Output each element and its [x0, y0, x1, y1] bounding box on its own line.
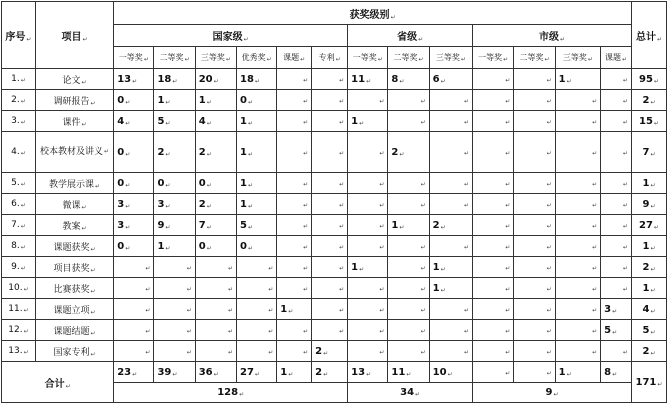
row-total: 27↵: [631, 215, 666, 236]
count-cell: 1↵: [348, 111, 388, 132]
count-cell: ↵: [514, 215, 555, 236]
count-cell: 13↵: [114, 69, 154, 90]
count-cell: ↵: [195, 299, 236, 320]
count-cell: 0↵: [154, 173, 195, 194]
table-row: [2, 69, 667, 90]
count-cell: ↵: [473, 236, 514, 257]
count-cell: 0↵: [195, 173, 236, 194]
count-cell: 3↵: [114, 215, 154, 236]
count-cell: ↵: [348, 215, 388, 236]
row-number: 1.↵: [2, 69, 36, 90]
count-cell: ↵: [555, 194, 601, 215]
count-cell: ↵: [514, 111, 555, 132]
count-cell: ↵: [348, 173, 388, 194]
count-cell: ↵: [514, 132, 555, 173]
sum-label: 合计↵: [2, 362, 114, 403]
row-number: 3.↵: [2, 111, 36, 132]
table-row: [2, 257, 667, 278]
row-number: 4.↵: [2, 132, 36, 173]
table-row: [2, 320, 667, 341]
count-cell: 18↵: [237, 69, 277, 90]
count-cell: ↵: [601, 194, 632, 215]
count-cell: ↵: [348, 90, 388, 111]
count-cell: ↵: [277, 257, 312, 278]
count-cell: ↵: [237, 299, 277, 320]
count-cell: ↵: [601, 257, 632, 278]
count-cell: ↵: [514, 278, 555, 299]
provincial-total: 34↵: [348, 383, 473, 403]
count-cell: 0↵: [114, 132, 154, 173]
count-cell: ↵: [114, 320, 154, 341]
count-cell: ↵: [312, 194, 348, 215]
count-cell: ↵: [312, 111, 348, 132]
count-cell: ↵: [312, 69, 348, 90]
count-cell: ↵: [555, 90, 601, 111]
count-cell: ↵: [555, 215, 601, 236]
count-cell: 5↵: [601, 320, 632, 341]
count-cell: ↵: [277, 215, 312, 236]
row-number: 11.↵: [2, 299, 36, 320]
table-row: [2, 194, 667, 215]
sum-cell: 36↵: [195, 362, 236, 383]
row-number: 10.↵: [2, 278, 36, 299]
count-cell: 0↵: [237, 236, 277, 257]
count-cell: ↵: [429, 111, 472, 132]
count-cell: ↵: [277, 173, 312, 194]
count-cell: 2↵: [195, 194, 236, 215]
count-cell: ↵: [348, 194, 388, 215]
count-cell: ↵: [195, 278, 236, 299]
count-cell: ↵: [388, 236, 429, 257]
row-total: 15↵: [631, 111, 666, 132]
count-cell: ↵: [429, 341, 472, 362]
row-total: 2↵: [631, 90, 666, 111]
count-cell: ↵: [388, 257, 429, 278]
sum-cell: 1↵: [555, 362, 601, 383]
count-cell: ↵: [473, 132, 514, 173]
row-item-name: 项目获奖↵: [35, 257, 113, 278]
count-cell: ↵: [429, 236, 472, 257]
count-cell: 20↵: [195, 69, 236, 90]
count-cell: 1↵: [154, 236, 195, 257]
count-cell: 2↵: [429, 215, 472, 236]
row-item-name: 课题立项↵: [35, 299, 113, 320]
count-cell: ↵: [114, 341, 154, 362]
row-total: 9↵: [631, 194, 666, 215]
count-cell: ↵: [312, 132, 348, 173]
table-row: [2, 90, 667, 111]
count-cell: ↵: [114, 257, 154, 278]
count-cell: ↵: [429, 194, 472, 215]
row-total: 1↵: [631, 236, 666, 257]
count-cell: ↵: [388, 194, 429, 215]
count-cell: 3↵: [601, 299, 632, 320]
count-cell: ↵: [388, 320, 429, 341]
count-cell: ↵: [473, 257, 514, 278]
count-cell: ↵: [473, 194, 514, 215]
count-cell: ↵: [514, 69, 555, 90]
count-cell: 4↵: [114, 111, 154, 132]
count-cell: ↵: [429, 320, 472, 341]
row-total: 7↵: [631, 132, 666, 173]
subheader-col-5: 课题↵: [277, 47, 312, 69]
row-total: 2↵: [631, 341, 666, 362]
subheader-col-6: 专利↵: [312, 47, 348, 69]
count-cell: ↵: [348, 320, 388, 341]
row-number: 9.↵: [2, 257, 36, 278]
count-cell: ↵: [514, 173, 555, 194]
count-cell: ↵: [312, 215, 348, 236]
sum-cell: 39↵: [154, 362, 195, 383]
count-cell: 2↵: [388, 132, 429, 173]
count-cell: 8↵: [388, 69, 429, 90]
count-cell: 11↵: [348, 69, 388, 90]
subheader-col-7: 一等奖↵: [348, 47, 388, 69]
table-row: [2, 341, 667, 362]
provincial-header: 省级↵: [348, 25, 473, 47]
count-cell: ↵: [277, 320, 312, 341]
subheader-col-2: 二等奖↵: [154, 47, 195, 69]
count-cell: ↵: [555, 173, 601, 194]
count-cell: 1↵: [277, 299, 312, 320]
sum-cell: 13↵: [348, 362, 388, 383]
count-cell: ↵: [388, 278, 429, 299]
row-total: 1↵: [631, 173, 666, 194]
subheader-col-8: 二等奖↵: [388, 47, 429, 69]
item-header: 项目↵: [35, 2, 113, 69]
count-cell: ↵: [514, 90, 555, 111]
count-cell: 5↵: [237, 215, 277, 236]
count-cell: 0↵: [114, 90, 154, 111]
count-cell: ↵: [473, 299, 514, 320]
count-cell: ↵: [388, 299, 429, 320]
count-cell: ↵: [473, 90, 514, 111]
count-cell: ↵: [277, 341, 312, 362]
subheader-col-1: 一等奖↵: [114, 47, 154, 69]
subheader-col-3: 三等奖↵: [195, 47, 236, 69]
count-cell: 7↵: [195, 215, 236, 236]
table-row: [2, 132, 667, 173]
row-number: 2.↵: [2, 90, 36, 111]
row-item-name: 论文↵: [35, 69, 113, 90]
count-cell: 2↵: [154, 132, 195, 173]
count-cell: 1↵: [154, 90, 195, 111]
count-cell: ↵: [429, 299, 472, 320]
total-header: 总计↵: [631, 2, 666, 69]
national-header: 国家级↵: [114, 25, 348, 47]
count-cell: ↵: [601, 90, 632, 111]
count-cell: ↵: [555, 111, 601, 132]
count-cell: ↵: [473, 278, 514, 299]
row-item-name: 教学展示课↵: [35, 173, 113, 194]
table-row: [2, 278, 667, 299]
count-cell: ↵: [514, 194, 555, 215]
count-cell: ↵: [514, 257, 555, 278]
count-cell: 6↵: [429, 69, 472, 90]
subheader-col-4: 优秀奖↵: [237, 47, 277, 69]
count-cell: ↵: [388, 111, 429, 132]
award-level-header: 获奖级别↵: [114, 2, 632, 25]
count-cell: ↵: [601, 236, 632, 257]
table-row: [2, 173, 667, 194]
table-row: [2, 215, 667, 236]
count-cell: 4↵: [195, 111, 236, 132]
count-cell: ↵: [429, 132, 472, 173]
count-cell: ↵: [429, 173, 472, 194]
row-item-name: 微课↵: [35, 194, 113, 215]
count-cell: ↵: [195, 257, 236, 278]
count-cell: ↵: [348, 132, 388, 173]
count-cell: 1↵: [429, 257, 472, 278]
count-cell: ↵: [514, 236, 555, 257]
count-cell: 2↵: [195, 132, 236, 173]
count-cell: ↵: [514, 341, 555, 362]
table-row: [2, 299, 667, 320]
count-cell: ↵: [555, 132, 601, 173]
count-cell: 0↵: [237, 90, 277, 111]
row-item-name: 课题获奖↵: [35, 236, 113, 257]
count-cell: 5↵: [154, 111, 195, 132]
count-cell: 1↵: [237, 173, 277, 194]
count-cell: ↵: [312, 257, 348, 278]
sum-cell: 1↵: [277, 362, 312, 383]
row-item-name: 课题结题↵: [35, 320, 113, 341]
count-cell: ↵: [555, 257, 601, 278]
count-cell: ↵: [555, 299, 601, 320]
subheader-col-9: 三等奖↵: [429, 47, 472, 69]
count-cell: ↵: [601, 111, 632, 132]
count-cell: 1↵: [555, 69, 601, 90]
count-cell: ↵: [277, 278, 312, 299]
table-row: [2, 111, 667, 132]
count-cell: ↵: [601, 341, 632, 362]
count-cell: 1↵: [429, 278, 472, 299]
row-item-name: 调研报告↵: [35, 90, 113, 111]
row-item-name: 校本教材及讲义↵: [35, 132, 113, 173]
count-cell: ↵: [555, 320, 601, 341]
row-number: 13.↵: [2, 341, 36, 362]
row-item-name: 国家专利↵: [35, 341, 113, 362]
count-cell: ↵: [388, 173, 429, 194]
count-cell: ↵: [195, 341, 236, 362]
count-cell: ↵: [154, 257, 195, 278]
sum-cell: 23↵: [114, 362, 154, 383]
count-cell: ↵: [154, 299, 195, 320]
sum-cell: 11↵: [388, 362, 429, 383]
count-cell: ↵: [473, 69, 514, 90]
count-cell: ↵: [388, 341, 429, 362]
count-cell: 0↵: [114, 173, 154, 194]
count-cell: ↵: [473, 111, 514, 132]
row-item-name: 课件↵: [35, 111, 113, 132]
count-cell: ↵: [555, 341, 601, 362]
grand-total: 171↵: [631, 362, 666, 403]
count-cell: 9↵: [154, 215, 195, 236]
count-cell: ↵: [555, 278, 601, 299]
count-cell: ↵: [312, 299, 348, 320]
count-cell: ↵: [277, 132, 312, 173]
count-cell: ↵: [277, 90, 312, 111]
count-cell: ↵: [473, 320, 514, 341]
count-cell: 3↵: [154, 194, 195, 215]
subheader-col-10: 一等奖↵: [473, 47, 514, 69]
row-number: 7.↵: [2, 215, 36, 236]
count-cell: ↵: [514, 320, 555, 341]
row-total: 4↵: [631, 299, 666, 320]
national-total: 128↵: [114, 383, 348, 403]
count-cell: ↵: [195, 320, 236, 341]
row-total: 5↵: [631, 320, 666, 341]
count-cell: 1↵: [237, 194, 277, 215]
subheader-col-12: 三等奖↵: [555, 47, 601, 69]
count-cell: ↵: [601, 215, 632, 236]
count-cell: ↵: [277, 236, 312, 257]
sum-cell: 10↵: [429, 362, 472, 383]
row-item-name: 比赛获奖↵: [35, 278, 113, 299]
count-cell: ↵: [154, 320, 195, 341]
count-cell: ↵: [237, 257, 277, 278]
count-cell: ↵: [312, 90, 348, 111]
count-cell: 1↵: [348, 257, 388, 278]
count-cell: ↵: [473, 215, 514, 236]
count-cell: ↵: [601, 69, 632, 90]
count-cell: ↵: [237, 320, 277, 341]
municipal-total: 9↵: [473, 383, 632, 403]
count-cell: ↵: [154, 341, 195, 362]
sum-cell: 8↵: [601, 362, 632, 383]
count-cell: ↵: [237, 341, 277, 362]
count-cell: 1↵: [237, 132, 277, 173]
count-cell: ↵: [312, 320, 348, 341]
count-cell: ↵: [555, 236, 601, 257]
subheader-col-11: 二等奖↵: [514, 47, 555, 69]
count-cell: 18↵: [154, 69, 195, 90]
awards-summary-table: [1, 1, 667, 403]
count-cell: 0↵: [114, 236, 154, 257]
count-cell: 2↵: [312, 341, 348, 362]
row-number: 8.↵: [2, 236, 36, 257]
count-cell: ↵: [348, 278, 388, 299]
count-cell: ↵: [348, 236, 388, 257]
sum-cell: 2↵: [312, 362, 348, 383]
subheader-col-13: 课题↵: [601, 47, 632, 69]
count-cell: ↵: [114, 278, 154, 299]
sum-row: [2, 362, 667, 383]
row-number: 12.↵: [2, 320, 36, 341]
sum-cell: 27↵: [237, 362, 277, 383]
count-cell: ↵: [277, 69, 312, 90]
count-cell: ↵: [429, 90, 472, 111]
table-row: [2, 236, 667, 257]
count-cell: 1↵: [388, 215, 429, 236]
sum-cell: ↵: [473, 362, 514, 383]
row-total: 1↵: [631, 278, 666, 299]
row-item-name: 教案↵: [35, 215, 113, 236]
count-cell: ↵: [348, 341, 388, 362]
count-cell: ↵: [114, 299, 154, 320]
row-number: 5.↵: [2, 173, 36, 194]
count-cell: 1↵: [195, 90, 236, 111]
count-cell: ↵: [601, 173, 632, 194]
count-cell: ↵: [473, 173, 514, 194]
count-cell: 1↵: [237, 111, 277, 132]
count-cell: ↵: [237, 278, 277, 299]
count-cell: ↵: [312, 278, 348, 299]
count-cell: ↵: [601, 278, 632, 299]
seq-header: 序号↵: [2, 2, 36, 69]
count-cell: ↵: [312, 236, 348, 257]
count-cell: ↵: [277, 111, 312, 132]
count-cell: ↵: [312, 173, 348, 194]
count-cell: ↵: [388, 90, 429, 111]
count-cell: ↵: [514, 299, 555, 320]
count-cell: 3↵: [114, 194, 154, 215]
municipal-header: 市级↵: [473, 25, 632, 47]
row-total: 2↵: [631, 257, 666, 278]
count-cell: ↵: [473, 341, 514, 362]
count-cell: 0↵: [195, 236, 236, 257]
count-cell: ↵: [348, 299, 388, 320]
count-cell: ↵: [277, 194, 312, 215]
sum-cell: ↵: [514, 362, 555, 383]
row-number: 6.↵: [2, 194, 36, 215]
count-cell: ↵: [154, 278, 195, 299]
count-cell: ↵: [601, 132, 632, 173]
row-total: 95↵: [631, 69, 666, 90]
